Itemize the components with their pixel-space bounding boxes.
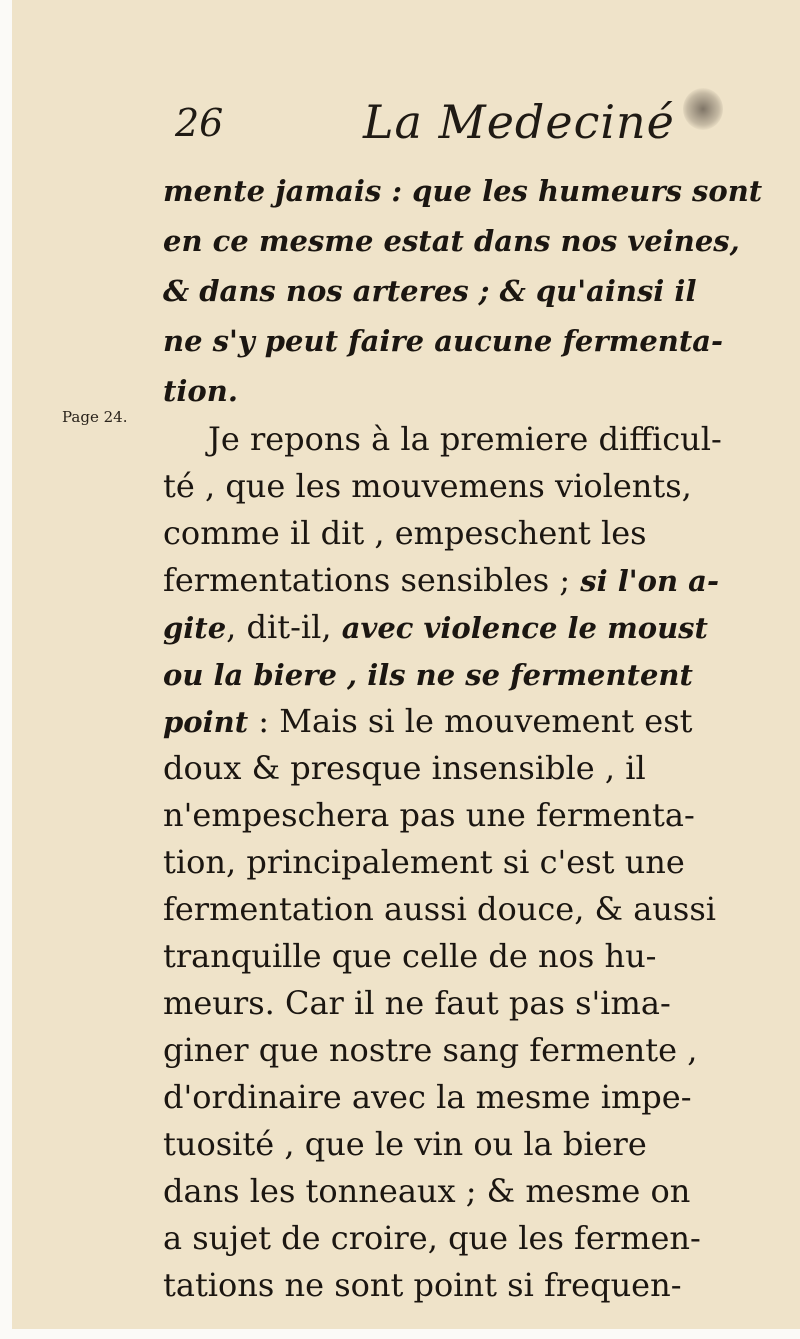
paragraph-line: dans les tonneaux ; & mesme on (163, 1172, 691, 1210)
paragraph-line: comme il dit , empeschent les (163, 514, 647, 552)
paragraph-line: té , que les mouvemens violents, (163, 467, 692, 505)
italic-line: & dans nos arteres ; & qu'ainsi il (163, 274, 697, 308)
paragraph-line: tranquille que celle de nos hu- (163, 937, 657, 975)
italic-run: si l'on a- (580, 564, 719, 598)
text-run: fermentations sensibles ; (163, 561, 581, 599)
paragraph-line: a sujet de croire, que les fermen- (163, 1219, 701, 1257)
margin-page-reference: Page 24. (62, 408, 128, 426)
italic-line: mente jamais : que les humeurs sont (163, 174, 763, 208)
body-text (163, 166, 763, 1309)
paragraph-line (163, 604, 763, 651)
paragraph-line: tations ne sont point si frequen- (163, 1266, 682, 1304)
paragraph-line: tuosité , que le vin ou la biere (163, 1125, 647, 1163)
paragraph-line: meurs. Car il ne faut pas s'ima- (163, 984, 671, 1022)
paragraph-line (163, 557, 763, 604)
text-run: : Mais si le mouvement est (248, 702, 693, 740)
italic-line: ne s'y peut faire aucune fermenta- (163, 324, 724, 358)
page-number: 26 (175, 101, 224, 145)
paragraph-line (163, 698, 763, 745)
paragraph-line: Je repons à la premiere difficul- (208, 420, 722, 458)
paragraph-line: n'empeschera pas une fermenta- (163, 796, 695, 834)
scan-margin-left (0, 0, 12, 1339)
paragraph-line: d'ordinaire avec la mesme impe- (163, 1078, 692, 1116)
italic-line: en ce mesme estat dans nos veines, (163, 224, 740, 258)
italic-run: point (163, 705, 249, 739)
paragraph-line (163, 651, 763, 698)
paragraph-line: fermentation aussi douce, & aussi (163, 890, 716, 928)
text-run: , dit-il, (226, 608, 342, 646)
italic-run: gite (163, 611, 227, 645)
running-header (175, 95, 755, 159)
scan-margin-bottom (0, 1329, 800, 1339)
italic-run: ou la biere , ils ne se fermentent (163, 658, 693, 692)
paragraph-line: doux & presque insensible , il (163, 749, 646, 787)
italic-run: avec violence le moust (341, 611, 708, 645)
running-title: La Medeciné (363, 95, 675, 149)
paragraph-line: tion, principalement si c'est une (163, 843, 685, 881)
paragraph-line: giner que nostre sang fermente , (163, 1031, 698, 1069)
italic-line: tion. (163, 374, 238, 408)
